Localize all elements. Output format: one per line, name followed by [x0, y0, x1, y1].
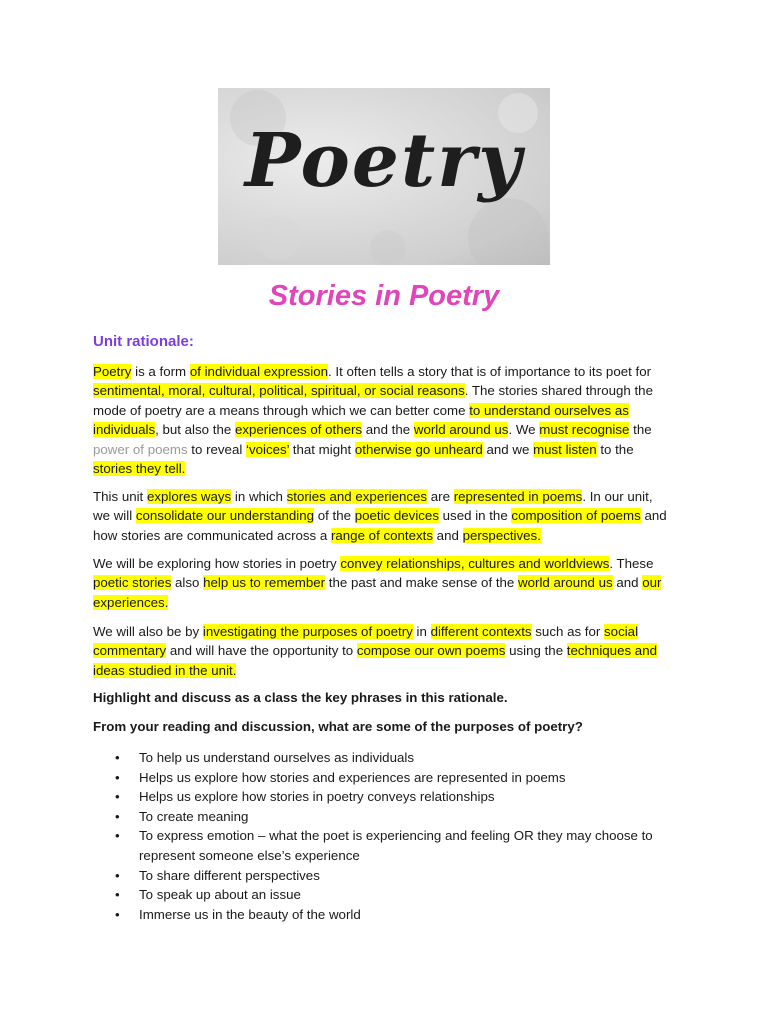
highlight: stories they tell. — [93, 461, 186, 477]
highlight: ‘voices’ — [246, 441, 290, 457]
highlight: sentimental, moral, cultural, political, spiritual, or social reasons — [93, 383, 465, 399]
highlight: represented in poems — [453, 489, 583, 504]
list-item: • To help us understand ourselves as individuals — [93, 748, 683, 768]
highlight: our experiences. — [93, 575, 662, 610]
highlight: perspectives. — [462, 527, 541, 543]
highlight: different contexts — [430, 624, 532, 639]
highlight: must listen — [533, 441, 597, 457]
list-item: • Helps us explore how stories and experiences are represented in poems — [93, 768, 683, 788]
highlight: consolidate our understanding — [135, 508, 315, 524]
list-item: • To speak up about an issue — [93, 885, 683, 905]
highlight: world around us — [413, 422, 509, 438]
rationale-paragraph-1: Poetry is a form of individual expression. It often tells a story that is of importance to its poet for sentimental, moral, cultural, political, spiritual, or social reasons. The stories shared through the mode of poetry are a means through which we can better come to understand ourselves as individuals, but also the experiences of others and the world around us. We must recognise the power of poems to reveal ‘voices’ that might otherwise go unheard and we must listen to the stories they tell. — [93, 364, 653, 477]
page-title: Stories in Poetry — [268, 280, 500, 312]
highlight: convey relationships, cultures and worldviews — [340, 556, 610, 571]
highlight: explores ways — [146, 489, 232, 504]
question-purposes: From your reading and discussion, what are some of the purposes of poetry? — [93, 719, 583, 734]
highlight: otherwise go unheard — [354, 441, 483, 457]
list-item: • To create meaning — [93, 807, 683, 827]
highlight: stories and experiences — [286, 489, 428, 504]
rationale-paragraph-2: This unit explores ways in which stories and experiences are represented in poems. In our unit, we will consolidate our understanding of the poetic devices used in the composition of poems and how stories are communicated across a range of contexts and perspectives. — [93, 489, 667, 543]
list-item: • Immerse us in the beauty of the world — [93, 905, 683, 925]
highlight: must recognise — [539, 422, 630, 438]
highlight: techniques and ideas studied in the unit. — [93, 643, 657, 678]
highlight: world around us — [518, 575, 613, 591]
highlight: poetic devices — [354, 508, 439, 524]
poetry-banner-image — [218, 88, 550, 265]
rationale-paragraph-3: We will be exploring how stories in poetry convey relationships, cultures and worldviews. These poetic stories also help us to remember the past and make sense of the world around us and our experiences. — [93, 556, 662, 610]
instruction-highlight: Highlight and discuss as a class the key phrases in this rationale. — [93, 690, 508, 705]
highlight: investigating the purposes of poetry — [202, 624, 413, 639]
list-item: • To express emotion – what the poet is experiencing and feeling OR they may choose to represent someone else’s experience — [93, 826, 683, 865]
highlight: poetic stories — [93, 575, 172, 591]
highlight: composition of poems — [511, 508, 641, 524]
rationale-paragraph-4: We will also be by investigating the purposes of poetry in different contexts such as for social commentary and will have the opportunity to compose our own poems using the techniques and ideas studied in the unit. — [93, 624, 657, 678]
list-item: • Helps us explore how stories in poetry conveys relationships — [93, 787, 683, 807]
highlight: range of contexts — [330, 527, 433, 543]
highlight: social commentary — [93, 624, 639, 659]
highlight: of individual expression — [189, 364, 329, 379]
purposes-list — [93, 748, 683, 924]
highlight: experiences of others — [234, 422, 363, 438]
highlight: help us to remember — [203, 575, 326, 591]
poetry-logo-word: Poetry — [244, 118, 524, 204]
highlight: Poetry — [93, 364, 132, 379]
list-item: • To share different perspectives — [93, 866, 683, 886]
obscured-phrase: power of poems — [93, 441, 188, 457]
section-heading: Unit rationale: — [93, 333, 194, 350]
highlight: to understand ourselves as individuals — [93, 402, 629, 438]
highlight: compose our own poems — [356, 643, 506, 659]
